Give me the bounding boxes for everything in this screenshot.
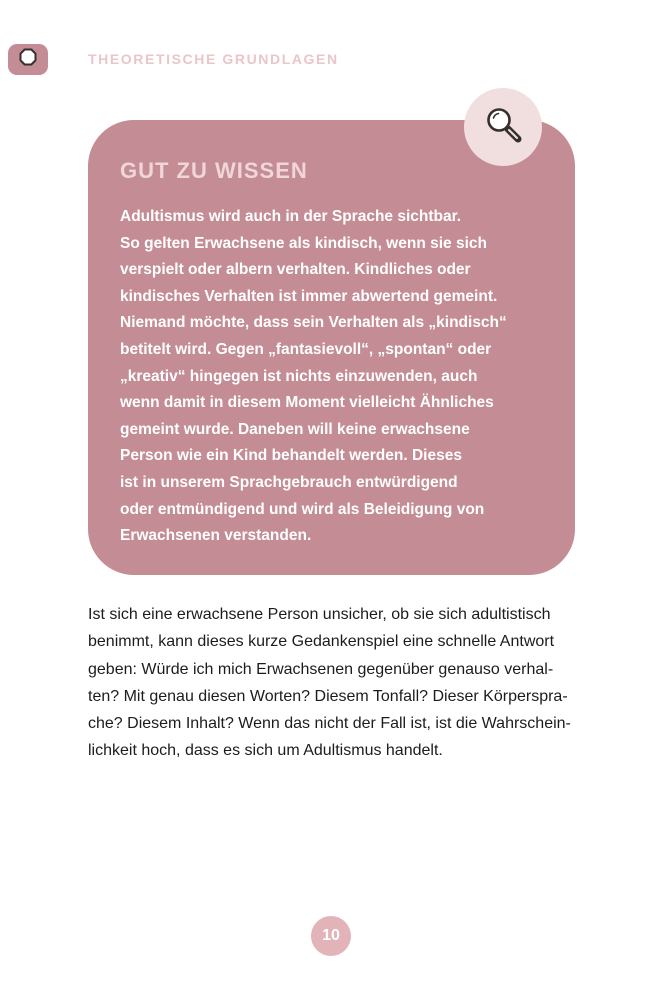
page-number — [311, 916, 351, 956]
body-paragraph: Ist sich eine erwachsene Person unsicher, ob sie sich adultistisch benimmt, kann dieses kurze Gedankenspiel eine schnelle Antwort geben: Würde ich mich Erwachsenen gegenüber genauso verhal- ten? Mit genau diesen Worten? Diesem Tonfall? Dieser Körperspra- che? Diesem Inhalt? Wenn das nicht der Fall ist, ist die Wahrschein- lichkeit hoch, dass es sich um Adultismus handelt. — [88, 606, 571, 760]
magnifier-icon — [479, 101, 527, 154]
info-box-title: GUT ZU WISSEN — [120, 158, 308, 183]
magnifier-badge — [464, 88, 542, 166]
info-box-text: Adultismus wird auch in der Sprache sichtbar. So gelten Erwachsene als kindisch, wenn sie sich verspielt oder albern verhalten. Kindliches oder kindisches Verhalten ist immer abwertend gemeint. Niemand möchte, dass sein Verhalten als „kindisch“ betitelt wird. Gegen „fantasievoll“, „spontan“ oder „kreativ“ hingegen ist nichts einzuwenden, auch wenn damit in diesem Moment vielleicht Ähnliches gemeint wurde. Daneben will keine erwachsene Person wie ein Kind behandelt werden. Dieses ist in unserem Sprachgebrauch entwürdigend oder entmündigend und wird als Beleidigung von Erwachsenen verstanden. — [120, 208, 507, 545]
octagon-icon — [18, 47, 38, 72]
info-box — [88, 120, 575, 575]
page-number-text: 10 — [322, 927, 340, 944]
running-header: THEORETISCHE GRUNDLAGEN — [88, 51, 339, 67]
chapter-tab — [8, 44, 48, 75]
